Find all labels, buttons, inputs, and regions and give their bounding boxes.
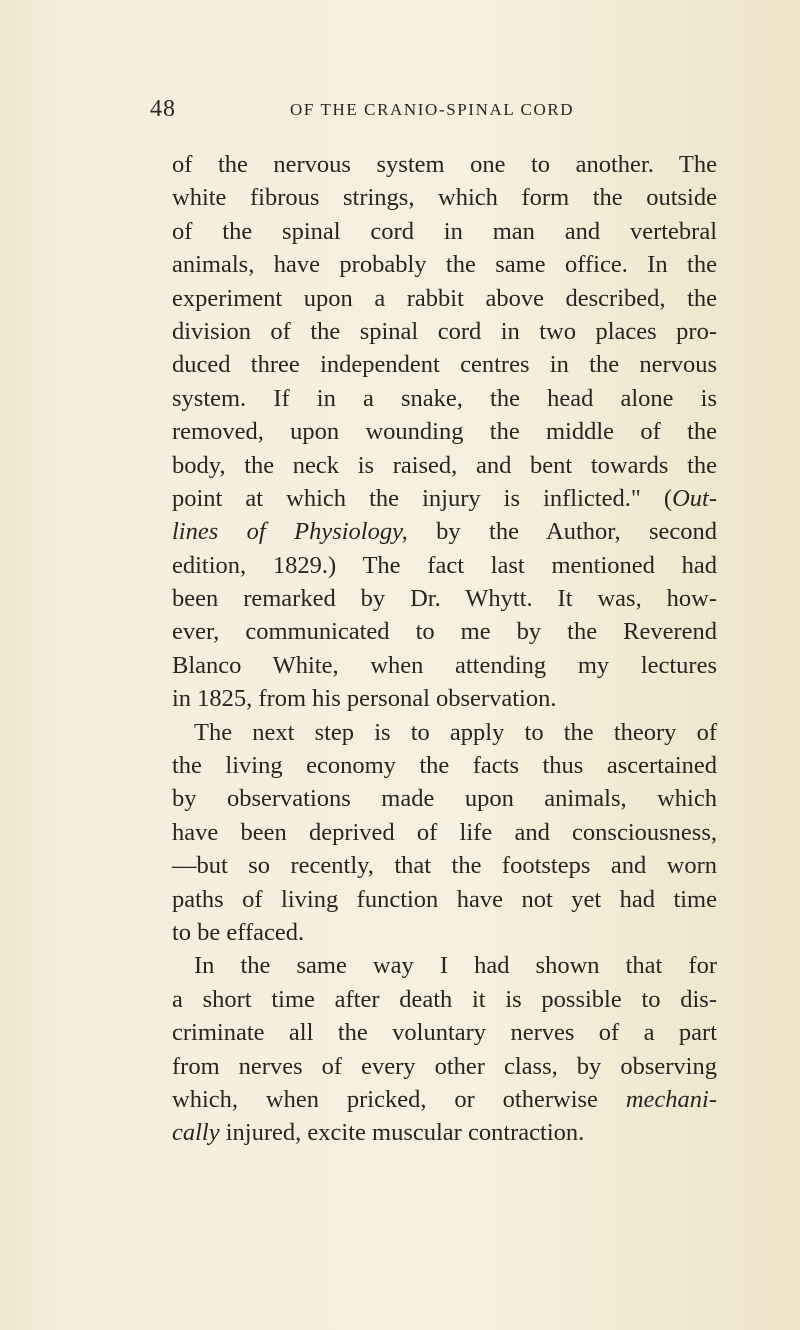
line-text: to be effaced. [172,918,305,946]
italic-text: mechani- [625,1085,717,1113]
text-line [172,348,717,381]
page-number: 48 [150,96,176,122]
line-text: experiment upon a rabbit above described, the [172,284,717,312]
line-text: paths of living function have not yet had time [172,885,717,913]
line-text: criminate all the voluntary nerves of a part [172,1019,717,1047]
text-line [172,849,717,882]
line-text: in 1825, from his personal observation. [172,685,557,713]
text-line [172,816,717,849]
text-line [172,549,717,582]
text-line [172,716,717,749]
line-text: body, the neck is raised, and bent towards the [172,451,717,479]
text-line [172,248,717,281]
text-line [172,215,717,248]
line-text: system. If in a snake, the head alone is [172,384,717,412]
text-line [172,1050,717,1083]
text-line [172,482,717,515]
text-line [172,1116,717,1149]
line-text: white fibrous strings, which form the outside [172,184,717,212]
text-line [172,1083,717,1116]
text-line [172,983,717,1016]
text-line [172,582,717,615]
line-text: duced three independent centres in the nervous [172,351,717,379]
text-line [172,883,717,916]
line-text-post: injured, excite muscular contraction. [219,1119,585,1147]
page-header [150,96,710,126]
text-line [172,449,717,482]
running-head: OF THE CRANIO-SPINAL CORD [290,100,575,119]
line-text: of the spinal cord in man and vertebral [172,217,717,245]
italic-text: cally [172,1119,220,1147]
line-text-pre: which, when pricked, or otherwise [172,1085,626,1113]
text-line [172,949,717,982]
text-line [172,415,717,448]
line-text: a short time after death it is possible to dis- [172,985,717,1013]
text-line [172,515,717,548]
line-text: In the same way I had shown that for [194,952,717,980]
text-line [172,282,717,315]
text-line [172,615,717,648]
text-line [172,181,717,214]
line-text: have been deprived of life and consciousness, [172,818,717,846]
line-text: of the nervous system one to another. The [172,151,717,178]
text-line [172,148,717,181]
line-text: removed, upon wounding the middle of the [172,418,717,446]
text-line [172,315,717,348]
text-line [172,382,717,415]
italic-text: Out- [672,484,717,512]
line-text: the living economy the facts thus ascertained [172,752,717,780]
text-line [172,782,717,815]
line-text: edition, 1829.) The fact last mentioned had [172,551,717,579]
line-text: The next step is to apply to the theory of [194,718,717,746]
italic-text: lines of Physiology, [172,518,408,546]
text-line [172,682,717,715]
text-line [172,916,717,949]
line-text: animals, have probably the same office. In the [172,251,717,279]
line-text: been remarked by Dr. Whytt. It was, how- [172,585,717,613]
line-text: —but so recently, that the footsteps and worn [172,852,717,880]
text-line [172,749,717,782]
line-text: ever, communicated to me by the Reverend [172,618,717,646]
body-text [172,148,717,1150]
line-text: division of the spinal cord in two places pro- [172,317,717,345]
line-text: Blanco White, when attending my lectures [172,651,717,679]
text-line [172,649,717,682]
line-text: from nerves of every other class, by observing [172,1052,717,1080]
line-text-pre: point at which the injury is inflicted." ( [172,484,673,512]
text-line [172,1016,717,1049]
line-text-post: by the Author, second [407,518,718,546]
line-text: by observations made upon animals, which [172,785,717,813]
